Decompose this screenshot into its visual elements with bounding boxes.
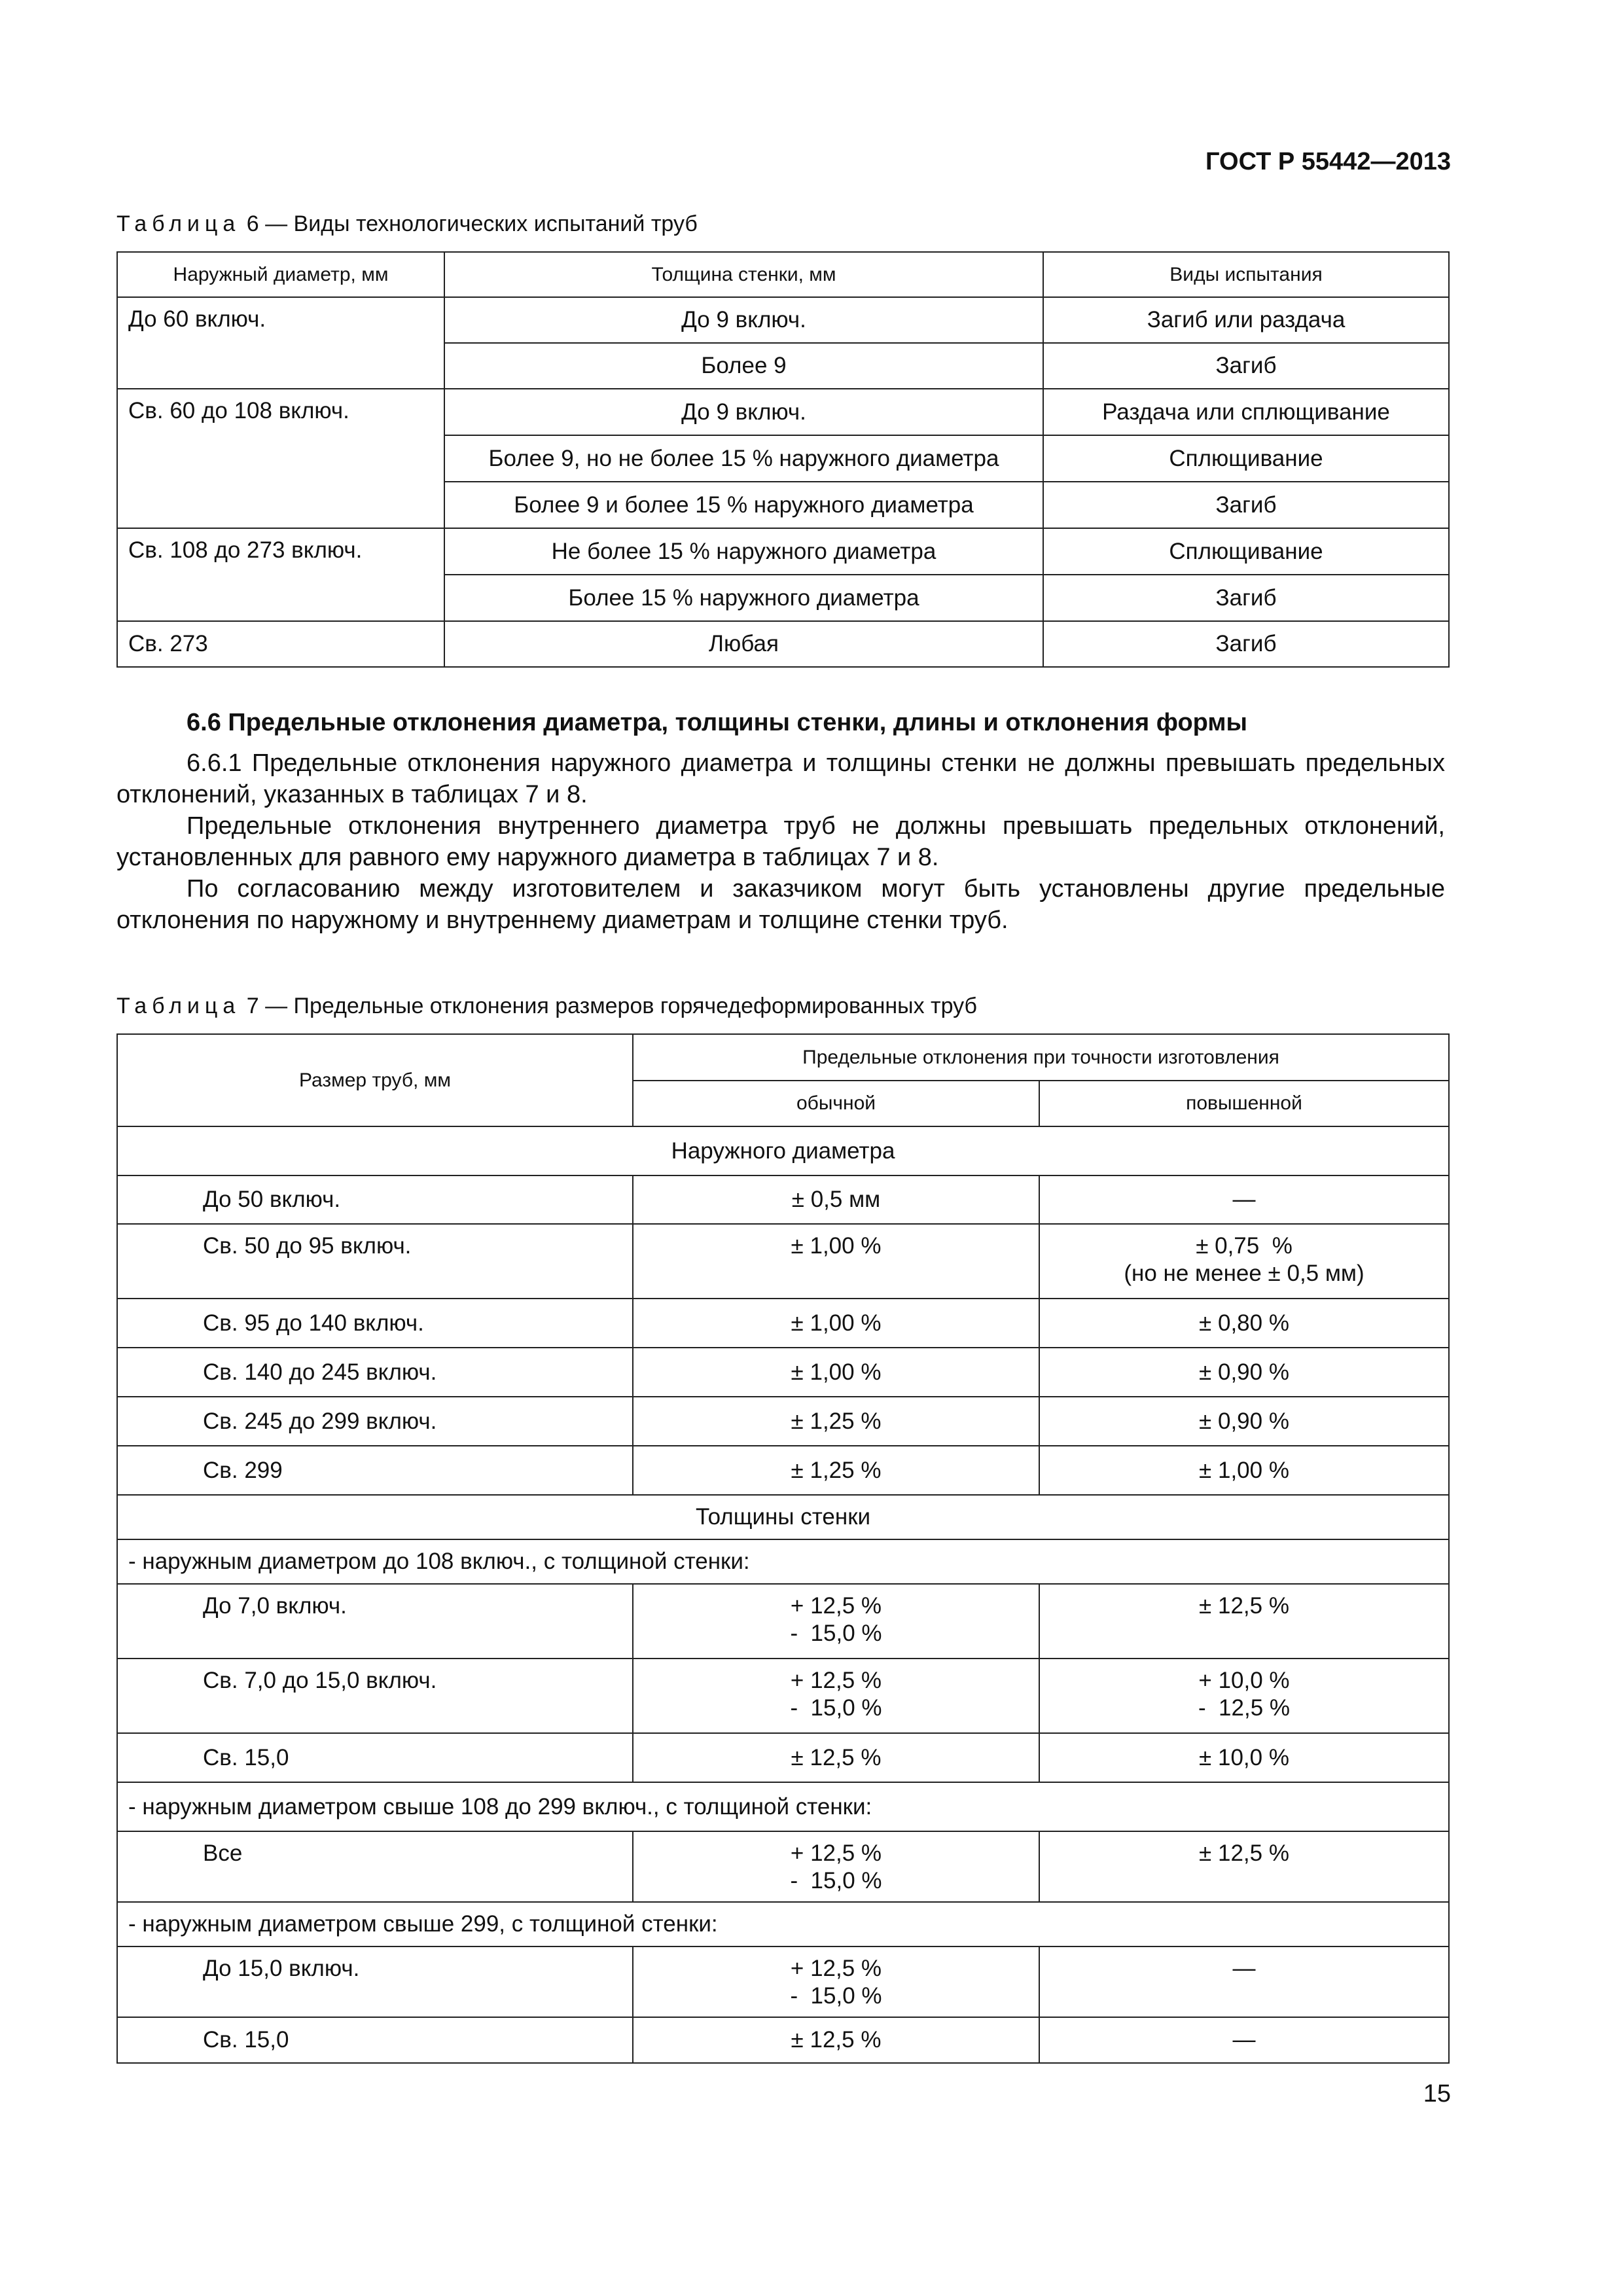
table6-cell-diameter: До 60 включ.	[117, 297, 444, 389]
table7-cell-size: Св. 95 до 140 включ.	[117, 1299, 633, 1348]
table7-cell-size: Св. 245 до 299 включ.	[117, 1397, 633, 1446]
table7-section-wall-thickness: Толщины стенки	[117, 1495, 1449, 1539]
table7-cell-high: ± 0,80 %	[1039, 1299, 1449, 1348]
table7-subsection: - наружным диаметром свыше 108 до 299 включ., с толщиной стенки:	[117, 1782, 1449, 1831]
table7-cell-normal	[633, 1946, 1039, 2017]
table7-cell-normal: ± 1,00 %	[633, 1299, 1039, 1348]
table7-caption-word: Таблица	[116, 994, 241, 1018]
table7	[116, 1033, 1450, 2064]
table7-cell-high: ± 10,0 %	[1039, 1733, 1449, 1782]
table7-cell-size: Св. 15,0	[117, 2017, 633, 2063]
table7-cell-high: ± 12,5 %	[1039, 1831, 1449, 1902]
table7-cell-high: —	[1039, 2017, 1449, 2063]
table6-header-thickness: Толщина стенки, мм	[444, 252, 1043, 297]
table7-cell-normal: ± 12,5 %	[633, 2017, 1039, 2063]
value-line: + 12,5 %	[790, 1593, 882, 1619]
table6-cell-test: Загиб	[1043, 343, 1449, 389]
table7-cell-high: ± 0,90 %	[1039, 1348, 1449, 1397]
table7-cell-normal: ± 0,5 мм	[633, 1175, 1039, 1224]
table7-cell-size: До 7,0 включ.	[117, 1584, 633, 1659]
table6-cell-test: Загиб или раздача	[1043, 297, 1449, 343]
table6-cell-test: Загиб	[1043, 482, 1449, 528]
table6-cell-test: Раздача или сплющивание	[1043, 389, 1449, 435]
section-body	[116, 747, 1445, 936]
section-heading: 6.6 Предельные отклонения диаметра, толщины стенки, длины и отклонения формы	[187, 709, 1247, 736]
value-line: + 10,0 %	[1198, 1668, 1290, 1693]
table6-cell-diameter: Св. 273	[117, 621, 444, 667]
value-line: + 12,5 %	[790, 1668, 882, 1693]
table7-cell-normal	[633, 1584, 1039, 1659]
table7-cell-normal	[633, 1659, 1039, 1733]
table6-cell-thickness: Любая	[444, 621, 1043, 667]
table7-cell-high	[1039, 1224, 1449, 1299]
table6-caption-text: 6 — Виды технологических испытаний труб	[240, 211, 698, 236]
table6-cell-test: Загиб	[1043, 575, 1449, 621]
table7-cell-normal: ± 1,25 %	[633, 1446, 1039, 1495]
table7-cell-size: Св. 299	[117, 1446, 633, 1495]
table6	[116, 251, 1450, 668]
document-code: ГОСТ Р 55442—2013	[1205, 148, 1451, 175]
table6-cell-diameter: Св. 108 до 273 включ.	[117, 528, 444, 621]
table7-header-tolerance: Предельные отклонения при точности изготовления	[633, 1034, 1449, 1081]
table7-cell-size: Св. 50 до 95 включ.	[117, 1224, 633, 1299]
table6-cell-diameter: Св. 60 до 108 включ.	[117, 389, 444, 528]
paragraph: 6.6.1 Предельные отклонения наружного диаметра и толщины стенки не должны превышать предельных отклонений, указанных в таблицах 7 и 8.	[116, 749, 1445, 808]
value-line: + 12,5 %	[790, 1956, 882, 1981]
table6-cell-test: Загиб	[1043, 621, 1449, 667]
table6-cell-test: Сплющивание	[1043, 435, 1449, 482]
table6-cell-thickness: Более 9	[444, 343, 1043, 389]
table7-cell-size: Св. 7,0 до 15,0 включ.	[117, 1659, 633, 1733]
table6-cell-thickness: Более 9 и более 15 % наружного диаметра	[444, 482, 1043, 528]
table7-cell-size: Св. 15,0	[117, 1733, 633, 1782]
table7-cell-normal: ± 1,00 %	[633, 1348, 1039, 1397]
paragraph: По согласованию между изготовителем и заказчиком могут быть установлены другие предельные отклонения по наружному и внутреннему диаметрам и толщине стенки труб.	[116, 875, 1445, 934]
table6-cell-thickness: Более 15 % наружного диаметра	[444, 575, 1043, 621]
table6-cell-thickness: До 9 включ.	[444, 389, 1043, 435]
table7-cell-normal: ± 1,25 %	[633, 1397, 1039, 1446]
table7-cell-normal: ± 12,5 %	[633, 1733, 1039, 1782]
table7-caption	[116, 994, 977, 1019]
paragraph: Предельные отклонения внутреннего диаметра труб не должны превышать предельных отклонений, установленных для равного ему наружного диаметра в таблицах 7 и 8.	[116, 812, 1445, 871]
table7-cell-high	[1039, 1659, 1449, 1733]
table7-cell-high: ± 0,90 %	[1039, 1397, 1449, 1446]
table7-cell-high: —	[1039, 1946, 1449, 2017]
table7-cell-size: Все	[117, 1831, 633, 1902]
value-line: - 15,0 %	[790, 1695, 882, 1721]
table6-cell-test: Сплющивание	[1043, 528, 1449, 575]
table6-header-diameter: Наружный диаметр, мм	[117, 252, 444, 297]
table7-cell-normal: ± 1,00 %	[633, 1224, 1039, 1299]
table6-cell-thickness: Не более 15 % наружного диаметра	[444, 528, 1043, 575]
table6-cell-thickness: Более 9, но не более 15 % наружного диаметра	[444, 435, 1043, 482]
value-line: ± 0,75 %	[1196, 1233, 1293, 1259]
table7-cell-size: До 15,0 включ.	[117, 1946, 633, 2017]
value-line: + 12,5 %	[790, 1840, 882, 1866]
table7-header-normal: обычной	[633, 1081, 1039, 1126]
table7-header-high: повышенной	[1039, 1081, 1449, 1126]
table7-caption-text: 7 — Предельные отклонения размеров горячедеформированных труб	[240, 994, 977, 1018]
value-line: - 12,5 %	[1198, 1695, 1291, 1721]
table7-subsection: - наружным диаметром до 108 включ., с толщиной стенки:	[117, 1539, 1449, 1584]
table7-cell-size: Св. 140 до 245 включ.	[117, 1348, 633, 1397]
table6-caption	[116, 211, 698, 237]
table6-header-test: Виды испытания	[1043, 252, 1449, 297]
table7-cell-normal	[633, 1831, 1039, 1902]
value-line: - 15,0 %	[790, 1983, 882, 2009]
table7-cell-high: ± 1,00 %	[1039, 1446, 1449, 1495]
value-line: - 15,0 %	[790, 1621, 882, 1646]
table7-cell-high: ± 12,5 %	[1039, 1584, 1449, 1659]
table7-section-outer-diameter: Наружного диаметра	[117, 1126, 1449, 1175]
value-line: (но не менее ± 0,5 мм)	[1124, 1261, 1364, 1286]
table7-header-size: Размер труб, мм	[117, 1034, 633, 1126]
page-number: 15	[1423, 2080, 1451, 2108]
table7-subsection: - наружным диаметром свыше 299, с толщиной стенки:	[117, 1902, 1449, 1946]
value-line: - 15,0 %	[790, 1868, 882, 1893]
table6-cell-thickness: До 9 включ.	[444, 297, 1043, 343]
table7-cell-high: —	[1039, 1175, 1449, 1224]
table7-cell-size: До 50 включ.	[117, 1175, 633, 1224]
table6-caption-word: Таблица	[116, 211, 241, 236]
